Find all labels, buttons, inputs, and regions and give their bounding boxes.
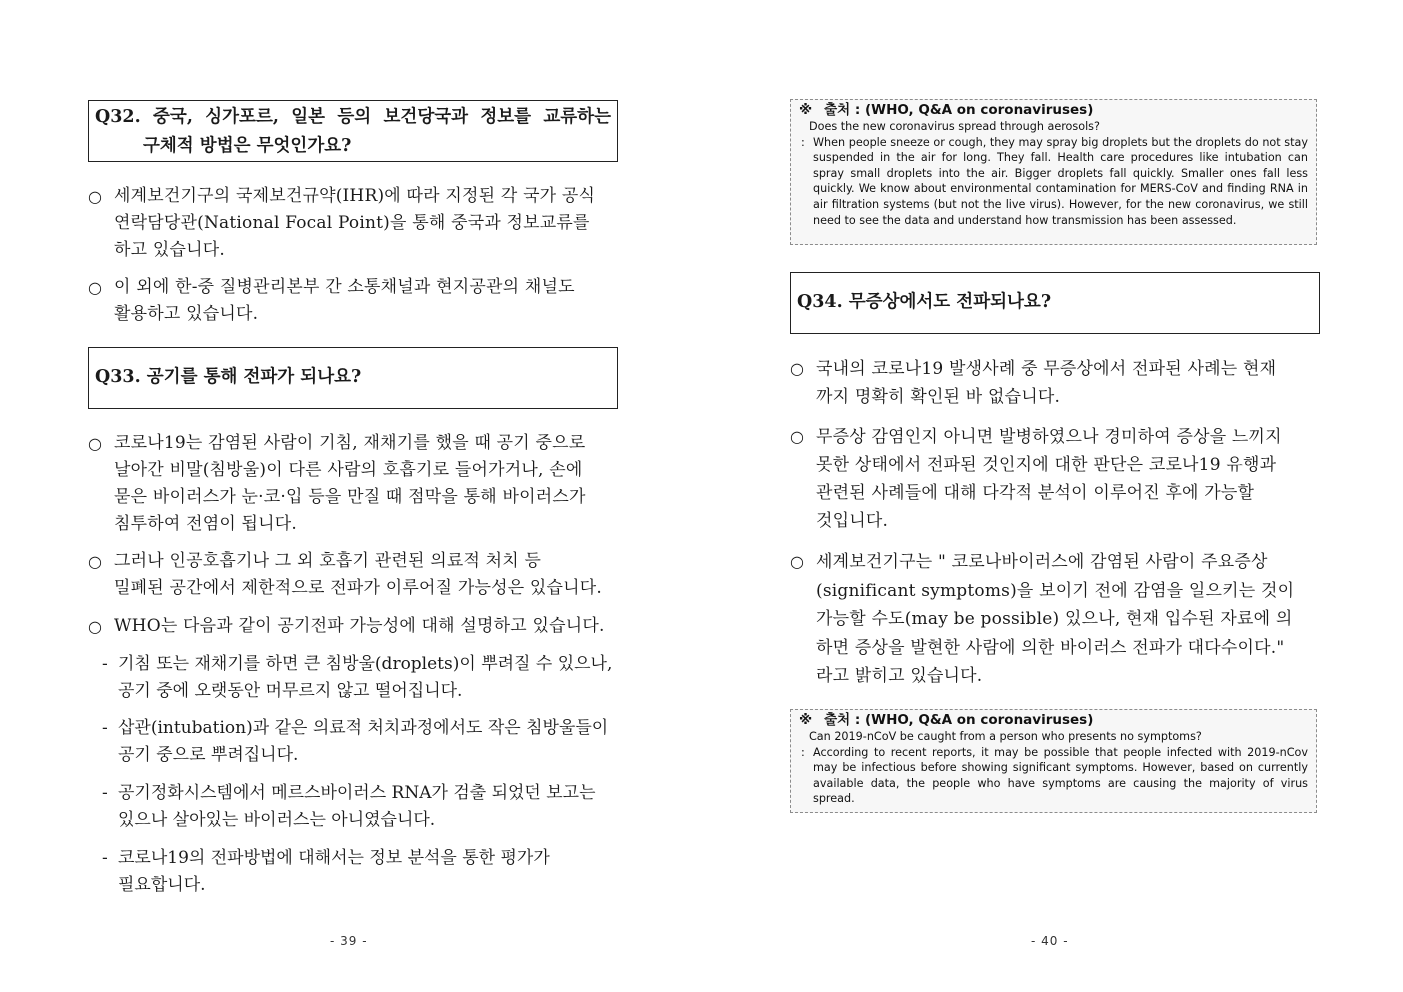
left-page — [0, 0, 701, 992]
circle-bullet-icon: ○ — [88, 187, 103, 206]
text-line: 세계보건기구는 " 코로나바이러스에 감염된 사람이 주요증상 — [816, 552, 1268, 572]
q34-heading-title: Q34. 무증상에서도 전파되나요? — [797, 292, 1052, 312]
answer-colon: : — [801, 135, 805, 149]
q34-paragraph-3 — [790, 548, 1320, 691]
text-line: 삽관(intubation)과 같은 의료적 처치과정에서도 작은 침방울들이 — [118, 718, 609, 738]
source-title — [799, 102, 1308, 119]
text-line: (significant symptoms)을 보이기 전에 감염을 일으키는 것이 — [816, 580, 1295, 601]
text-line: 밀폐된 공간에서 제한적으로 전파가 이루어질 가능성은 있습니다. — [114, 578, 603, 598]
dash-bullet: - — [102, 718, 108, 738]
q33-subitem-1 — [102, 651, 622, 705]
page-number: - 40 - — [1031, 934, 1069, 948]
circle-bullet-icon: ○ — [88, 434, 103, 453]
text-line: 코로나19는 감염된 사람이 기침, 재채기를 했을 때 공기 중으로 — [114, 433, 586, 453]
right-page — [701, 0, 1403, 992]
q32-paragraph-1 — [88, 183, 620, 264]
dash-bullet: - — [102, 848, 108, 868]
source-answer-text: According to recent reports, it may be possible that people infected with 2019-nCov may be infectious before showing significant symptoms. However, based on currently available data, the people who have symptoms are causing the majority of virus spread. — [813, 745, 1308, 806]
text-line: 그러나 인공호흡기나 그 외 호흡기 관련된 의료적 처치 등 — [114, 551, 542, 571]
text-line: 기침 또는 재채기를 하면 큰 침방울(droplets)이 뿌려질 수 있으나, — [118, 654, 613, 674]
q32-heading-line1: Q32. 중국, 싱가포르, 일본 등의 보건당국과 정보를 교류하는 — [95, 107, 611, 127]
text-line: 코로나19의 전파방법에 대해서는 정보 분석을 통한 평가가 — [118, 848, 550, 868]
answer-colon: : — [801, 745, 805, 759]
q33-paragraph-1 — [88, 430, 620, 538]
q34-heading-box — [790, 272, 1320, 334]
q32-heading-box — [88, 100, 618, 162]
reference-mark-icon: ※ — [799, 102, 813, 118]
source-title-text: 출처 : (WHO, Q&A on coronaviruses) — [824, 102, 1094, 118]
source-title — [799, 712, 1308, 729]
text-line: 공기 중에 오랫동안 머무르지 않고 떨어집니다. — [118, 681, 463, 701]
text-line: 라고 밝히고 있습니다. — [816, 666, 983, 686]
q32-paragraph-2 — [88, 274, 620, 328]
text-line: 날아간 비말(침방울)이 다른 사람의 호흡기로 들어가거나, 손에 — [114, 460, 583, 480]
q32-heading-line2: 구체적 방법은 무엇인가요? — [143, 136, 352, 156]
text-line: 이 외에 한-중 질병관리본부 간 소통채널과 현지공관의 채널도 — [114, 277, 575, 297]
text-line: 공기 중으로 뿌려집니다. — [118, 745, 299, 765]
text-line: 무증상 감염인지 아니면 발병하였으나 경미하여 증상을 느끼지 — [816, 427, 1282, 447]
q33-subitem-2 — [102, 715, 622, 769]
q34-paragraph-1 — [790, 355, 1320, 411]
text-line: 것입니다. — [816, 511, 889, 531]
circle-bullet-icon: ○ — [88, 552, 103, 571]
text-line: WHO는 다음과 같이 공기전파 가능성에 대해 설명하고 있습니다. — [114, 616, 605, 636]
q33-heading-box — [88, 347, 618, 409]
source-box-1 — [790, 99, 1317, 245]
q34-paragraph-2 — [790, 423, 1320, 535]
text-line: 못한 상태에서 전파된 것인지에 대한 판단은 코로나19 유행과 — [816, 455, 1277, 475]
source-title-text: 출처 : (WHO, Q&A on coronaviruses) — [824, 712, 1094, 728]
circle-bullet-icon: ○ — [88, 278, 103, 297]
text-line: 국내의 코로나19 발생사례 중 무증상에서 전파된 사례는 현재 — [816, 359, 1277, 379]
q33-paragraph-3 — [88, 613, 620, 640]
text-line: 있으나 살아있는 바이러스는 아니였습니다. — [118, 810, 436, 830]
q33-heading-title: Q33. 공기를 통해 전파가 되나요? — [95, 367, 362, 387]
text-line: 하면 증상을 발현한 사람에 의한 바이러스 전파가 대다수이다." — [816, 637, 1285, 658]
q33-paragraph-2 — [88, 548, 620, 602]
source-answer — [799, 135, 1308, 229]
text-line: 하고 있습니다. — [114, 240, 225, 260]
dash-bullet: - — [102, 654, 108, 674]
source-answer-text: When people sneeze or cough, they may spray big droplets but the droplets do not stay suspended in the air for long. They fall. Health care procedures like intubation can spray small droplets into the air. Bigger droplets fall quickly. Smaller ones fall less quickly. We know about environmental contamination for MERS-CoV and finding RNA in air filtration systems (but not the live virus). However, for the new coronavirus, we still need to see the data and understand how transmission has been assessed. — [813, 135, 1308, 227]
dash-bullet: - — [102, 783, 108, 803]
circle-bullet-icon: ○ — [790, 427, 805, 446]
text-line: 관련된 사례들에 대해 다각적 분석이 이루어진 후에 가능할 — [816, 483, 1255, 503]
page-number: - 39 - — [330, 934, 368, 948]
source-question: Does the new coronavirus spread through aerosols? — [809, 120, 1100, 133]
text-line: 가능할 수도(may be possible) 있으나, 현재 입수된 자료에 의 — [816, 609, 1293, 629]
text-line: 연락담당관(National Focal Point)을 통해 중국과 정보교류를 — [114, 213, 590, 233]
text-line: 묻은 바이러스가 눈·코·입 등을 만질 때 점막을 통해 바이러스가 — [114, 487, 586, 507]
circle-bullet-icon: ○ — [88, 617, 103, 636]
text-line: 공기정화시스템에서 메르스바이러스 RNA가 검출 되었던 보고는 — [118, 783, 596, 803]
reference-mark-icon: ※ — [799, 712, 813, 728]
source-box-2 — [790, 709, 1317, 813]
text-line: 까지 명확히 확인된 바 없습니다. — [816, 387, 1061, 407]
text-line: 침투하여 전염이 됩니다. — [114, 514, 298, 534]
text-line: 필요합니다. — [118, 875, 206, 895]
circle-bullet-icon: ○ — [790, 552, 805, 571]
text-line: 세계보건기구의 국제보건규약(IHR)에 따라 지정된 각 국가 공식 — [114, 186, 596, 206]
q33-subitem-3 — [102, 780, 622, 834]
source-answer — [799, 745, 1308, 807]
source-question: Can 2019-nCoV be caught from a person who presents no symptoms? — [809, 730, 1202, 743]
text-line: 활용하고 있습니다. — [114, 304, 259, 324]
circle-bullet-icon: ○ — [790, 359, 805, 378]
q33-subitem-4 — [102, 845, 622, 899]
